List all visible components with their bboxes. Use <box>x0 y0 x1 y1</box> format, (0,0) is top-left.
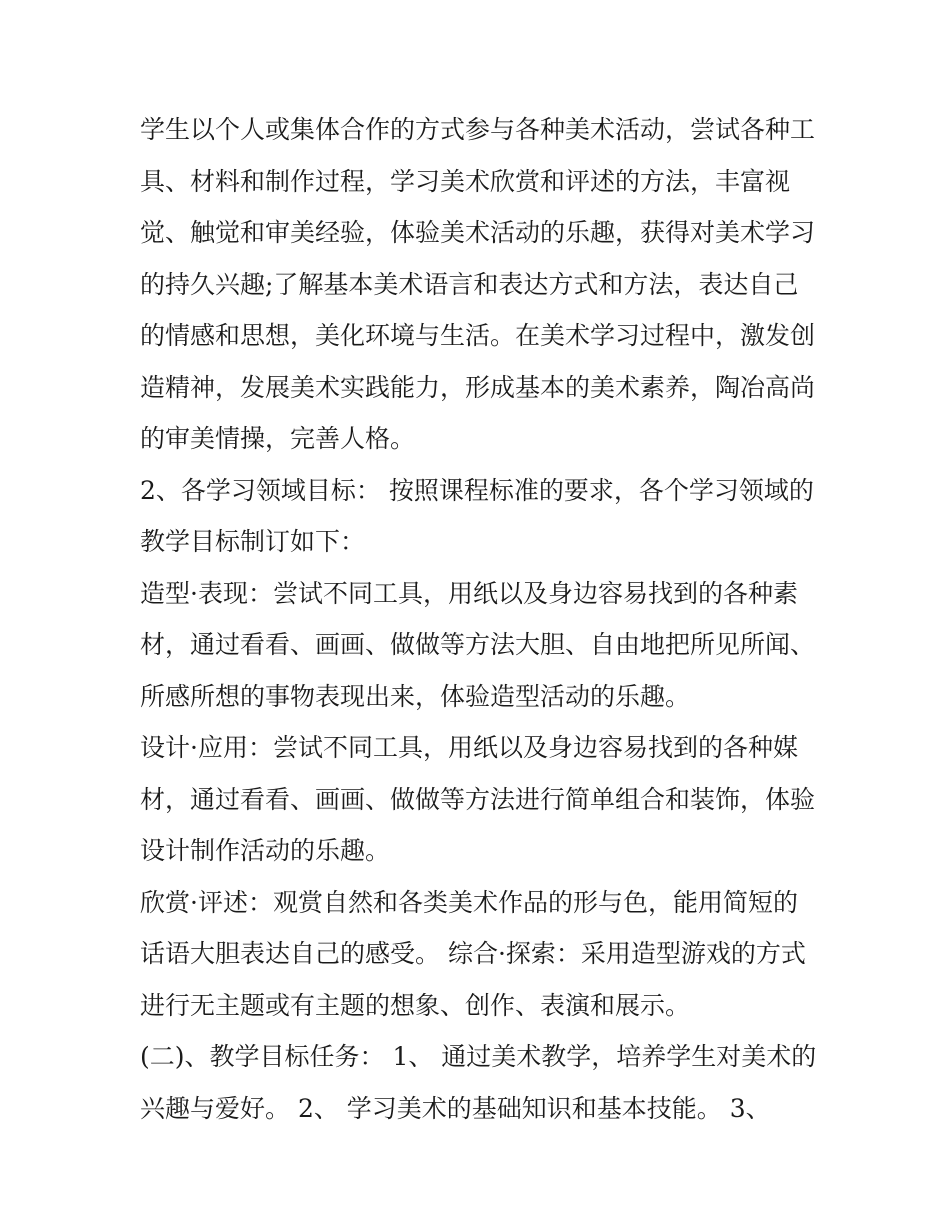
text-line: 设计制作活动的乐趣。 <box>140 836 391 865</box>
text-line: 材，通过看看、画画、做做等方法进行简单组合和装饰，体验 <box>140 784 816 814</box>
text-line: 教学目标制订如下： <box>140 527 366 556</box>
text-line: 具、材料和制作过程，学习美术欣赏和评述的方法，丰富视 <box>140 166 791 196</box>
section-heading-line: (二)、教学目标任务： 1、 通过美术教学，培养学生对美术的 <box>140 1042 817 1071</box>
text-line: 进行无主题或有主题的想象、创作、表演和展示。 <box>140 990 691 1020</box>
text-line: 兴趣与爱好。 2、 学习美术的基础知识和基本技能。 3、 <box>140 1093 771 1123</box>
text-line: 觉、触觉和审美经验，体验美术活动的乐趣，获得对美术学习 <box>140 218 816 247</box>
text-line: 的审美情操，完善人格。 <box>140 424 416 453</box>
section-heading-line: 2、各学习领域目标： 按照课程标准的要求，各个学习领域的 <box>140 475 814 505</box>
text-line: 材，通过看看、画画、做做等方法大胆、自由地把所见所闻、 <box>140 630 816 659</box>
text-line: 的情感和思想，美化环境与生活。在美术学习过程中，激发创 <box>140 321 816 350</box>
text-line: 设计·应用：尝试不同工具，用纸以及身边容易找到的各种媒 <box>140 733 798 762</box>
text-line: 欣赏·评述：观赏自然和各类美术作品的形与色，能用简短的 <box>140 887 798 917</box>
document-body <box>140 104 820 1134</box>
text-line: 所感所想的事物表现出来，体验造型活动的乐趣。 <box>140 681 691 711</box>
text-line: 造型·表现：尝试不同工具，用纸以及身边容易找到的各种素 <box>140 578 798 608</box>
text-line: 的持久兴趣;了解基本美术语言和表达方式和方法，表达自己 <box>140 269 799 299</box>
text-line: 造精神，发展美术实践能力，形成基本的美术素养，陶冶高尚 <box>140 372 816 402</box>
text-line: 学生以个人或集体合作的方式参与各种美术活动，尝试各种工 <box>140 115 816 144</box>
text-line: 话语大胆表达自己的感受。 综合·探索：采用造型游戏的方式 <box>140 939 806 968</box>
